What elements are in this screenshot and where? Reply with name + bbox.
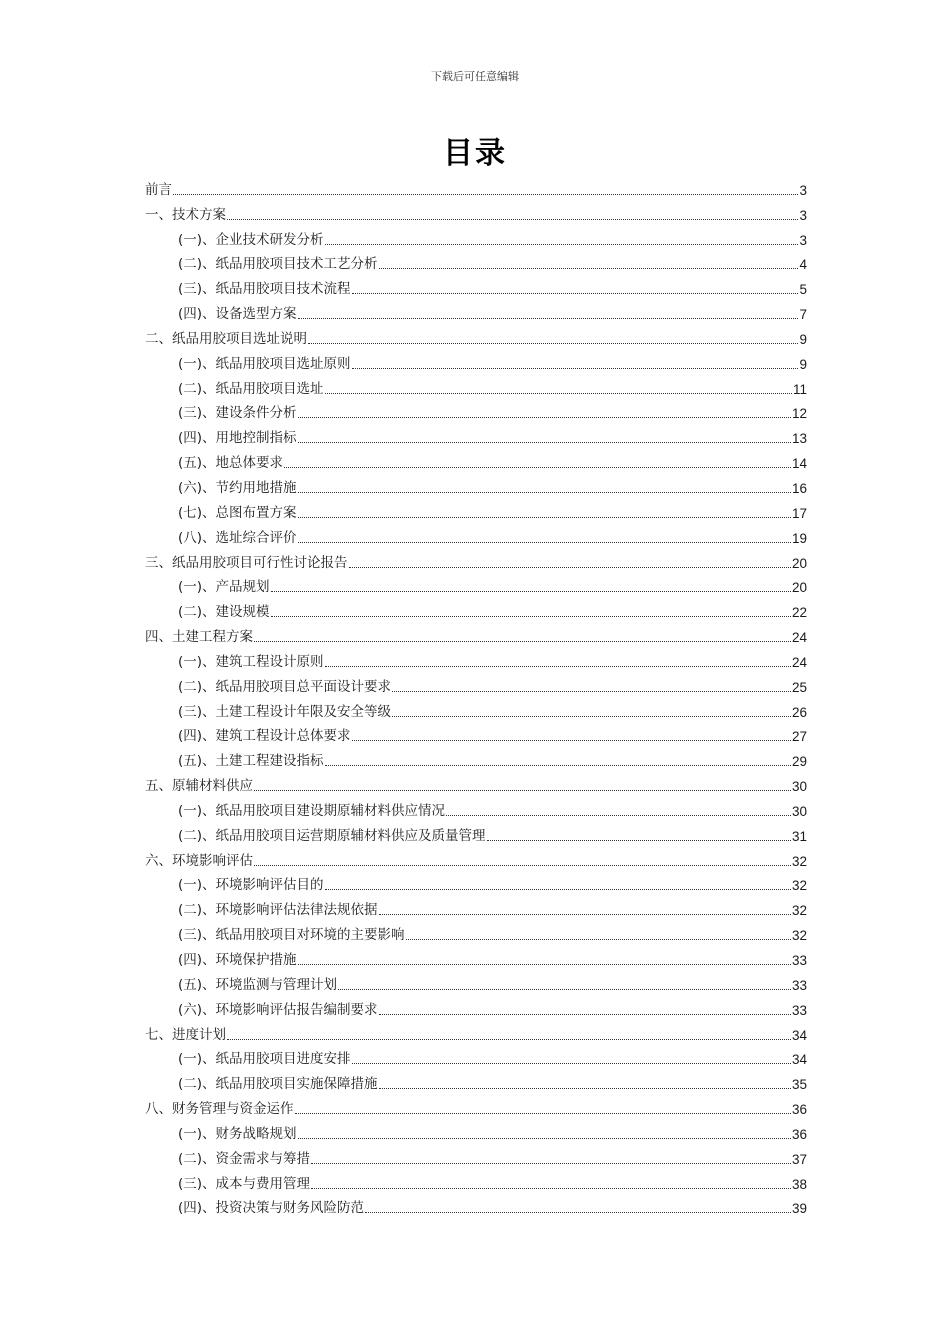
toc-page-number: 30 bbox=[791, 803, 807, 819]
toc-entry-title: (一)、纸品用胶项目建设期原辅材料供应情况 bbox=[178, 802, 446, 819]
toc-dot-leader bbox=[352, 293, 799, 294]
toc-page-number: 27 bbox=[791, 729, 807, 745]
toc-chapter-entry[interactable] bbox=[145, 1019, 807, 1044]
toc-dot-leader bbox=[298, 1138, 791, 1139]
toc-chapter-entry[interactable] bbox=[145, 770, 807, 795]
toc-section-entry[interactable] bbox=[145, 348, 807, 373]
toc-dot-leader bbox=[325, 393, 792, 394]
toc-dot-leader bbox=[487, 840, 791, 841]
toc-page-number: 11 bbox=[792, 381, 807, 397]
toc-page-number: 3 bbox=[799, 182, 807, 198]
toc-dot-leader bbox=[325, 765, 791, 766]
toc-page-number: 22 bbox=[791, 605, 807, 621]
toc-entry-title: (六)、节约用地措施 bbox=[178, 479, 297, 496]
toc-page-number: 33 bbox=[791, 953, 807, 968]
toc-page-number: 14 bbox=[791, 456, 807, 472]
toc-dot-leader bbox=[379, 1014, 791, 1015]
toc-dot-leader bbox=[365, 1212, 791, 1213]
toc-section-entry[interactable] bbox=[145, 1143, 807, 1168]
toc-page-number: 24 bbox=[791, 654, 807, 670]
toc-section-entry[interactable] bbox=[145, 273, 807, 298]
toc-dot-leader bbox=[298, 542, 791, 543]
toc-page-number: 20 bbox=[791, 555, 807, 571]
toc-section-entry[interactable] bbox=[145, 522, 807, 547]
toc-page-number: 29 bbox=[791, 754, 807, 770]
toc-page-number: 4 bbox=[799, 257, 807, 273]
toc-dot-leader bbox=[311, 1188, 791, 1189]
toc-page-number: 39 bbox=[791, 1201, 807, 1217]
toc-entry-title: 八、财务管理与资金运作 bbox=[145, 1101, 294, 1118]
toc-dot-leader bbox=[298, 517, 791, 518]
toc-section-entry[interactable] bbox=[145, 572, 807, 597]
toc-dot-leader bbox=[298, 318, 799, 319]
toc-dot-leader bbox=[271, 591, 791, 592]
toc-entry-title: (一)、产品规划 bbox=[178, 579, 270, 596]
toc-dot-leader bbox=[338, 989, 791, 990]
toc-entry-title: 二、纸品用胶项目选址说明 bbox=[145, 330, 307, 347]
toc-dot-leader bbox=[308, 343, 798, 344]
toc-dot-leader bbox=[298, 492, 791, 493]
toc-page-number: 33 bbox=[791, 977, 807, 993]
toc-section-entry[interactable] bbox=[145, 1118, 807, 1143]
toc-page-number: 5 bbox=[799, 282, 807, 298]
toc-dot-leader bbox=[298, 417, 791, 418]
toc-entry-title: 四、土建工程方案 bbox=[145, 629, 253, 646]
toc-dot-leader bbox=[298, 964, 791, 965]
toc-page-number: 36 bbox=[791, 1102, 807, 1118]
toc-page-number: 31 bbox=[791, 828, 807, 844]
toc-section-entry[interactable] bbox=[145, 795, 807, 820]
toc-chapter-entry[interactable] bbox=[145, 621, 807, 646]
toc-section-entry[interactable] bbox=[145, 398, 807, 423]
toc-page-number: 35 bbox=[791, 1077, 807, 1093]
toc-page-number: 30 bbox=[791, 779, 807, 795]
toc-page-number: 12 bbox=[791, 406, 807, 422]
toc-dot-leader bbox=[379, 1088, 791, 1089]
toc-chapter-entry[interactable] bbox=[145, 323, 807, 348]
toc-dot-leader bbox=[446, 815, 791, 816]
toc-dot-leader bbox=[173, 194, 798, 195]
toc-dot-leader bbox=[406, 939, 791, 940]
toc-section-entry[interactable] bbox=[145, 472, 807, 497]
toc-entry-title: 五、原辅材料供应 bbox=[145, 778, 253, 795]
toc-dot-leader bbox=[392, 716, 791, 717]
header-note: 下载后可任意编辑 bbox=[431, 70, 519, 83]
toc-section-entry[interactable] bbox=[145, 919, 807, 944]
toc-section-entry[interactable] bbox=[145, 596, 807, 621]
toc-page-number: 25 bbox=[791, 679, 807, 695]
toc-entry-title: (三)、纸品用胶项目技术流程 bbox=[178, 281, 351, 298]
toc-entry-title: 前言 bbox=[145, 181, 172, 198]
toc-dot-leader bbox=[227, 1039, 791, 1040]
toc-entry-title: (二)、纸品用胶项目技术工艺分析 bbox=[178, 256, 378, 273]
toc-page-number: 20 bbox=[791, 580, 807, 596]
toc-page-number: 26 bbox=[791, 704, 807, 720]
toc-page-number: 24 bbox=[791, 630, 807, 646]
toc-section-entry[interactable] bbox=[145, 1193, 807, 1218]
toc-section-entry[interactable] bbox=[145, 894, 807, 919]
toc-page-number: 33 bbox=[791, 1002, 807, 1018]
table-of-contents bbox=[145, 174, 807, 1217]
toc-section-entry[interactable] bbox=[145, 944, 807, 969]
toc-entry-title: 六、环境影响评估 bbox=[145, 852, 253, 869]
toc-entry-title: (一)、建筑工程设计原则 bbox=[178, 653, 324, 670]
toc-chapter-entry[interactable] bbox=[145, 199, 807, 224]
toc-section-entry[interactable] bbox=[145, 870, 807, 895]
toc-section-entry[interactable] bbox=[145, 422, 807, 447]
toc-entry-title: (五)、土建工程建设指标 bbox=[178, 753, 324, 770]
toc-page-number: 9 bbox=[799, 331, 807, 347]
toc-dot-leader bbox=[227, 219, 798, 220]
toc-entry-title: (二)、环境影响评估法律法规依据 bbox=[178, 902, 378, 919]
toc-dot-leader bbox=[271, 616, 791, 617]
toc-entry-title: (二)、纸品用胶项目选址 bbox=[178, 380, 324, 397]
toc-entry-title: (一)、企业技术研发分析 bbox=[178, 231, 324, 248]
toc-section-entry[interactable] bbox=[145, 224, 807, 249]
toc-page-number: 34 bbox=[791, 1052, 807, 1068]
toc-entry-title: (四)、建筑工程设计总体要求 bbox=[178, 728, 351, 745]
toc-entry-title: (五)、地总体要求 bbox=[178, 455, 284, 472]
toc-chapter-entry[interactable] bbox=[145, 1093, 807, 1118]
toc-entry-title: 三、纸品用胶项目可行性讨论报告 bbox=[145, 554, 348, 571]
toc-chapter-entry[interactable] bbox=[145, 174, 807, 199]
toc-section-entry[interactable] bbox=[145, 696, 807, 721]
toc-dot-leader bbox=[325, 244, 799, 245]
toc-section-entry[interactable] bbox=[145, 373, 807, 398]
toc-section-entry[interactable] bbox=[145, 497, 807, 522]
toc-entry-title: (八)、选址综合评价 bbox=[178, 529, 297, 546]
toc-section-entry[interactable] bbox=[145, 447, 807, 472]
toc-section-entry[interactable] bbox=[145, 721, 807, 746]
toc-section-entry[interactable] bbox=[145, 646, 807, 671]
toc-page-number: 38 bbox=[791, 1176, 807, 1192]
toc-page-number: 37 bbox=[791, 1151, 807, 1167]
toc-entry-title: (五)、环境监测与管理计划 bbox=[178, 976, 338, 993]
toc-entry-title: (三)、建设条件分析 bbox=[178, 405, 297, 422]
toc-dot-leader bbox=[325, 666, 791, 667]
toc-dot-leader bbox=[352, 368, 799, 369]
toc-dot-leader bbox=[379, 914, 791, 915]
toc-entry-title: (一)、纸品用胶项目进度安排 bbox=[178, 1051, 351, 1068]
toc-page-number: 13 bbox=[791, 431, 807, 447]
toc-entry-title: (六)、环境影响评估报告编制要求 bbox=[178, 1001, 378, 1018]
toc-section-entry[interactable] bbox=[145, 1044, 807, 1069]
toc-entry-title: (二)、纸品用胶项目实施保障措施 bbox=[178, 1076, 378, 1093]
toc-dot-leader bbox=[352, 1063, 791, 1064]
toc-dot-leader bbox=[254, 641, 791, 642]
toc-entry-title: (一)、纸品用胶项目选址原则 bbox=[178, 355, 351, 372]
toc-chapter-entry[interactable] bbox=[145, 547, 807, 572]
toc-entry-title: (四)、用地控制指标 bbox=[178, 430, 297, 447]
toc-page-number: 16 bbox=[791, 480, 807, 496]
toc-dot-leader bbox=[392, 691, 791, 692]
toc-dot-leader bbox=[352, 740, 791, 741]
toc-title: 目录 bbox=[443, 136, 507, 171]
toc-dot-leader bbox=[284, 467, 791, 468]
toc-chapter-entry[interactable] bbox=[145, 845, 807, 870]
toc-section-entry[interactable] bbox=[145, 745, 807, 770]
toc-entry-title: (四)、设备选型方案 bbox=[178, 306, 297, 323]
toc-page-number: 19 bbox=[791, 530, 807, 546]
toc-dot-leader bbox=[311, 1163, 791, 1164]
toc-dot-leader bbox=[298, 442, 791, 443]
toc-page-number: 17 bbox=[791, 505, 807, 521]
toc-entry-title: (三)、成本与费用管理 bbox=[178, 1175, 311, 1192]
toc-dot-leader bbox=[379, 268, 799, 269]
toc-dot-leader bbox=[325, 889, 791, 890]
toc-section-entry[interactable] bbox=[145, 994, 807, 1019]
toc-page-number: 32 bbox=[791, 853, 807, 869]
toc-dot-leader bbox=[254, 865, 791, 866]
toc-section-entry[interactable] bbox=[145, 671, 807, 696]
toc-entry-title: 一、技术方案 bbox=[145, 206, 226, 223]
toc-page-number: 9 bbox=[799, 356, 807, 372]
toc-entry-title: (三)、纸品用胶项目对环境的主要影响 bbox=[178, 927, 405, 944]
toc-page-number: 36 bbox=[791, 1126, 807, 1142]
toc-section-entry[interactable] bbox=[145, 249, 807, 274]
toc-page-number: 7 bbox=[799, 307, 807, 323]
toc-entry-title: (七)、总图布置方案 bbox=[178, 504, 297, 521]
toc-page-number: 32 bbox=[791, 878, 807, 894]
toc-entry-title: (一)、财务战略规划 bbox=[178, 1125, 297, 1142]
toc-entry-title: 七、进度计划 bbox=[145, 1026, 226, 1043]
toc-entry-title: (二)、纸品用胶项目运营期原辅材料供应及质量管理 bbox=[178, 827, 486, 844]
toc-entry-title: (四)、环境保护措施 bbox=[178, 952, 297, 968]
toc-dot-leader bbox=[295, 1113, 791, 1114]
toc-section-entry[interactable] bbox=[145, 1068, 807, 1093]
toc-dot-leader bbox=[349, 567, 791, 568]
toc-section-entry[interactable] bbox=[145, 1168, 807, 1193]
toc-entry-title: (一)、环境影响评估目的 bbox=[178, 877, 324, 894]
toc-entry-title: (三)、土建工程设计年限及安全等级 bbox=[178, 703, 392, 720]
toc-dot-leader bbox=[254, 790, 791, 791]
toc-page-number: 32 bbox=[791, 928, 807, 944]
toc-section-entry[interactable] bbox=[145, 969, 807, 994]
toc-page-number: 3 bbox=[799, 232, 807, 248]
toc-entry-title: (四)、投资决策与财务风险防范 bbox=[178, 1200, 365, 1217]
toc-page-number: 32 bbox=[791, 903, 807, 919]
toc-entry-title: (二)、资金需求与筹措 bbox=[178, 1150, 311, 1167]
toc-entry-title: (二)、纸品用胶项目总平面设计要求 bbox=[178, 678, 392, 695]
toc-section-entry[interactable] bbox=[145, 820, 807, 845]
toc-section-entry[interactable] bbox=[145, 298, 807, 323]
toc-page-number: 34 bbox=[791, 1027, 807, 1043]
toc-entry-title: (二)、建设规模 bbox=[178, 604, 270, 621]
toc-page-number: 3 bbox=[799, 207, 807, 223]
